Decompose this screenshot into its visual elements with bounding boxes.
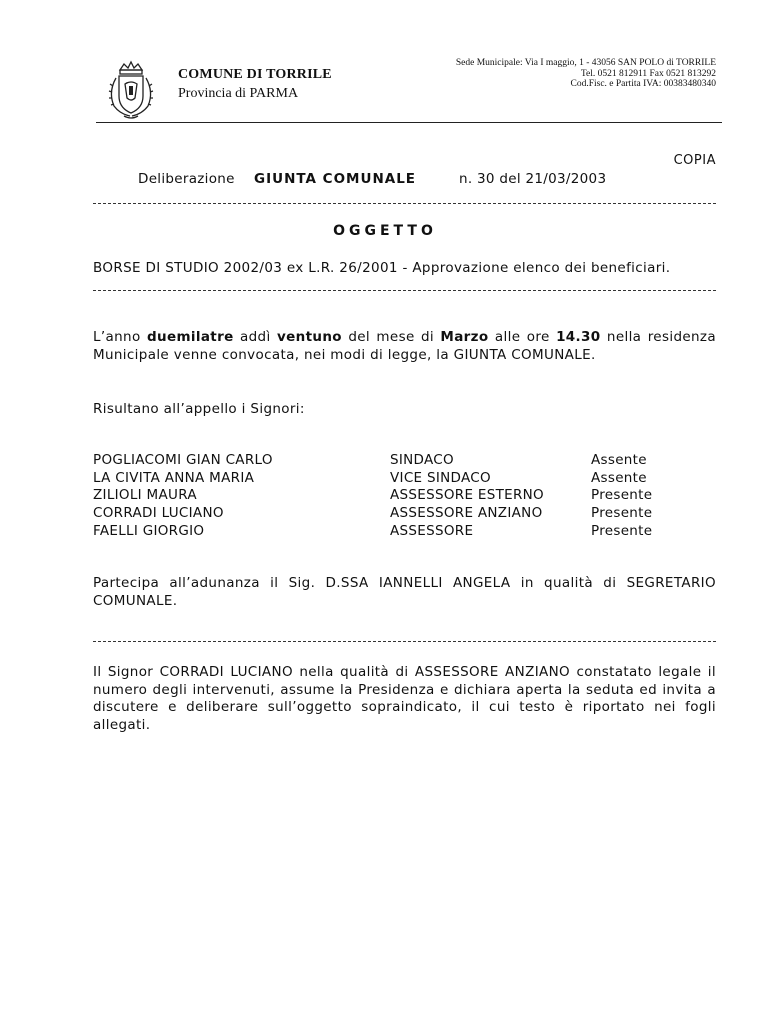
member-status: Presente	[591, 487, 653, 503]
member-role: ASSESSORE	[390, 523, 474, 539]
member-name: ZILIOLI MAURA	[93, 487, 197, 503]
deliberazione-numero: n. 30 del 21/03/2003	[459, 171, 607, 187]
partecipa-paragraph: Partecipa all’adunanza il Sig. D.SSA IANNELLI ANGELA in qualità di SEGRETARIO COMUNALE.	[93, 575, 716, 609]
sede-line: Tel. 0521 812911 Fax 0521 813292	[580, 68, 716, 79]
comune-name: COMUNE DI TORRILE	[178, 67, 332, 82]
presidenza-paragraph: Il Signor CORRADI LUCIANO nella qualità di ASSESSORE ANZIANO constatato legale il numero degli intervenuti, assume la Presidenza e dichiara aperta la seduta ed invita a discutere e deliberare sull’oggetto sopraindicato, il cui testo è riportato nei fogli allegati.	[93, 664, 716, 733]
divider	[93, 203, 716, 204]
header-divider	[96, 122, 722, 123]
intro-text: addì	[233, 329, 277, 345]
member-name: CORRADI LUCIANO	[93, 505, 224, 521]
divider	[93, 290, 716, 291]
member-name: POGLIACOMI GIAN CARLO	[93, 452, 273, 468]
comune-crest-icon	[106, 58, 156, 120]
intro-year: duemilatre	[146, 329, 234, 345]
member-name: LA CIVITA ANNA MARIA	[93, 470, 255, 486]
deliberazione-label: Deliberazione	[138, 171, 235, 187]
sede-line: Sede Municipale: Via I maggio, 1 - 43056 SAN POLO di TORRILE	[455, 58, 716, 68]
intro-time: 14.30	[556, 329, 601, 345]
member-status: Presente	[591, 505, 653, 521]
intro-text: nella residenza Municipale venne convocata, nei modi di legge, la GIUNTA COMUNALE.	[93, 329, 716, 363]
member-name: FAELLI GIORGIO	[93, 523, 205, 539]
table-row	[93, 470, 716, 488]
member-role: ASSESSORE ANZIANO	[390, 505, 543, 521]
table-row	[93, 523, 716, 541]
sede-address	[416, 58, 716, 90]
intro-text: alle ore	[488, 329, 557, 345]
member-status: Presente	[591, 523, 653, 539]
appello-text: Risultano all’appello i Signori:	[93, 401, 305, 417]
divider	[93, 641, 716, 642]
oggetto-text: BORSE DI STUDIO 2002/03 ex L.R. 26/2001 - Approvazione elenco dei beneficiari.	[93, 260, 671, 276]
provincia-name: Provincia di PARMA	[178, 86, 299, 101]
table-row	[93, 487, 716, 505]
intro-paragraph	[93, 329, 716, 364]
intro-text: del mese di	[341, 329, 441, 345]
member-role: VICE SINDACO	[390, 470, 491, 486]
member-status: Assente	[591, 452, 647, 468]
table-row	[93, 452, 716, 470]
intro-month: Marzo	[440, 329, 489, 345]
member-role: SINDACO	[390, 452, 454, 468]
intro-text: L’anno	[93, 329, 147, 345]
copia-label: COPIA	[673, 153, 716, 168]
organo-label: GIUNTA COMUNALE	[254, 171, 417, 187]
sede-line: Cod.Fisc. e Partita IVA: 00383480340	[570, 79, 716, 89]
oggetto-heading: OGGETTO	[333, 223, 437, 239]
member-status: Assente	[591, 470, 647, 486]
intro-day: ventuno	[276, 329, 342, 345]
table-row	[93, 505, 716, 523]
member-role: ASSESSORE ESTERNO	[390, 487, 544, 503]
